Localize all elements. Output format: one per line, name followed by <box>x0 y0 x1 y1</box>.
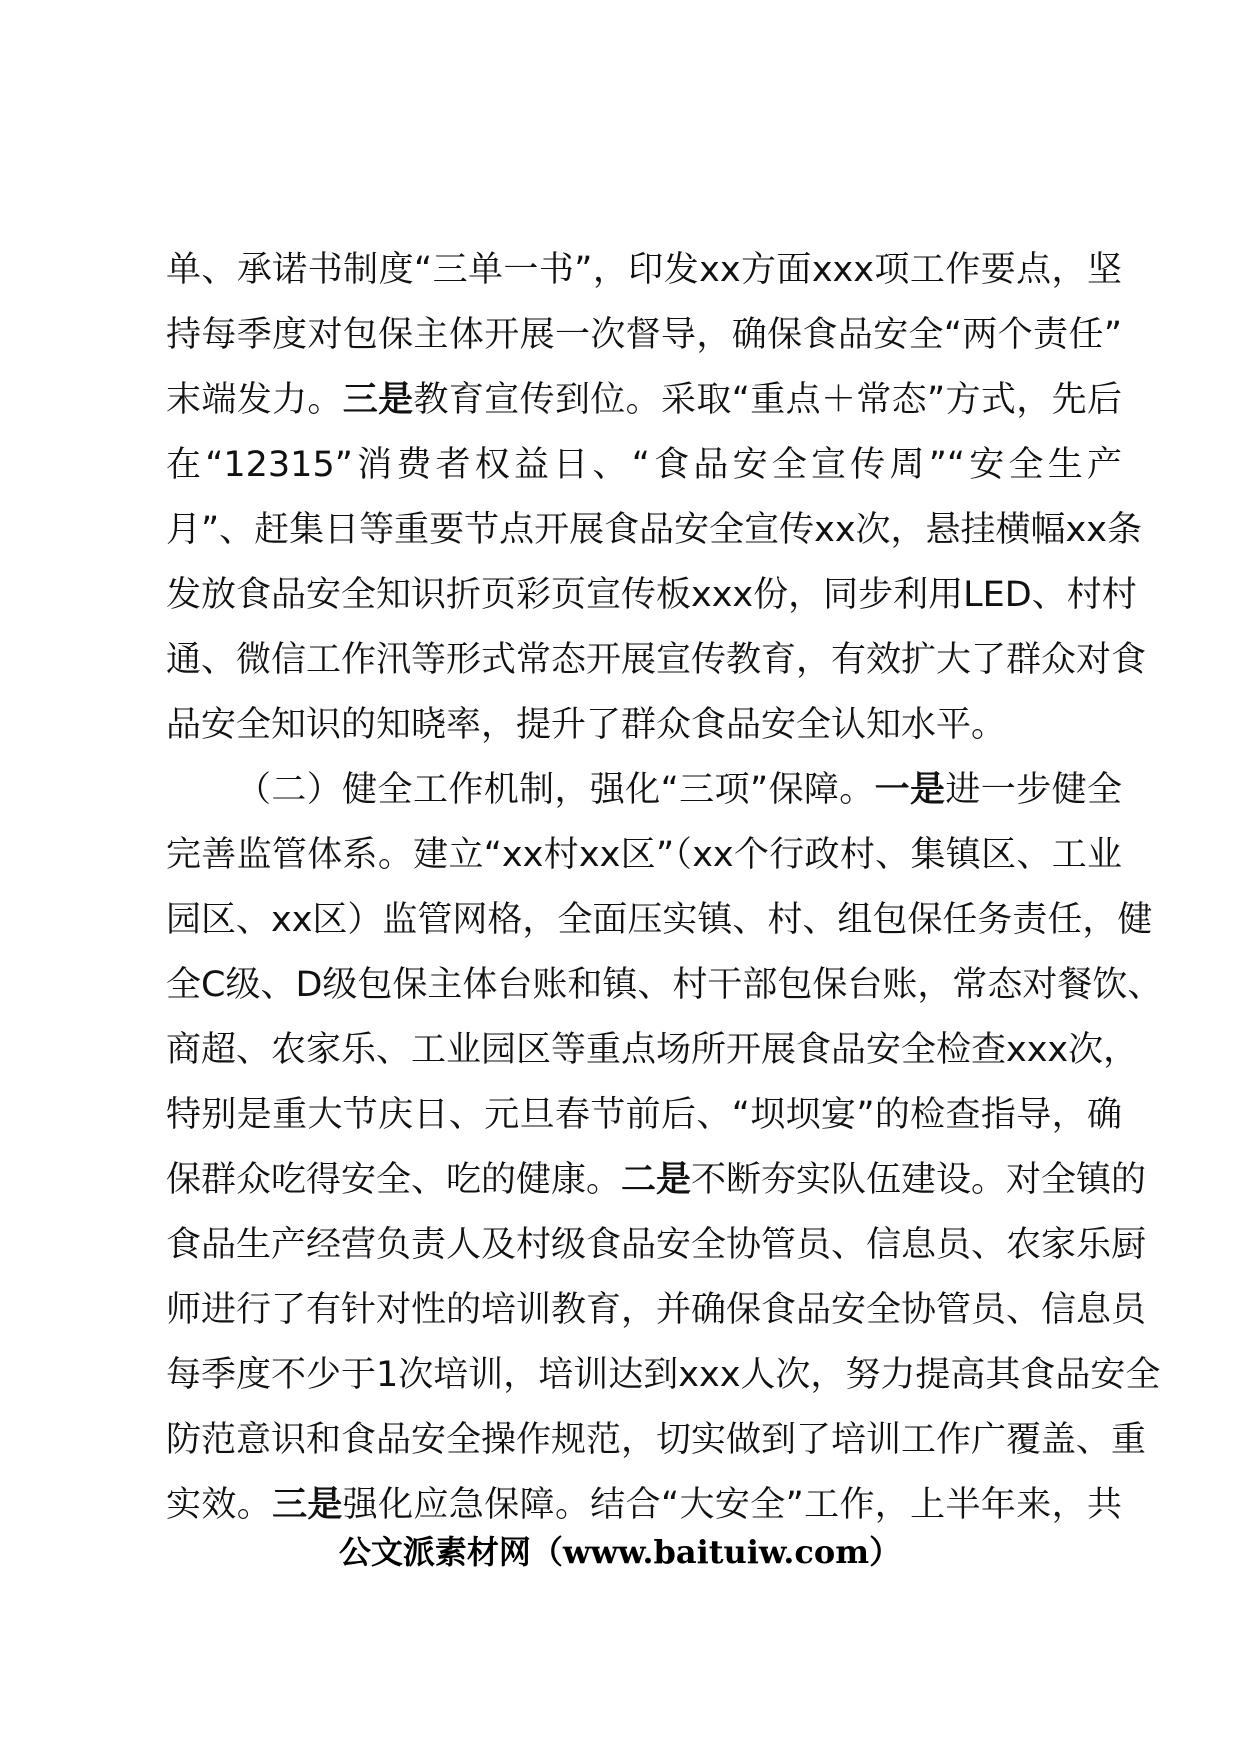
text-run: 全C级、D级包保主体台账和镇、村干部包保台账，常态对餐饮、 <box>166 965 1163 1005</box>
text-line <box>166 563 1137 628</box>
text-run: 品安全知识的知晓率，提升了群众食品安全认知水平。 <box>166 705 1007 745</box>
emphasis-ordinal: 三是 <box>342 380 414 420</box>
text-line <box>166 628 1147 693</box>
text-run: 商超、农家乐、工业园区等重点场所开展食品安全检查xxx次， <box>166 1030 1139 1070</box>
text-run: 园区、xx区）监管网格，全面压实镇、村、组包保任务责任，健 <box>166 900 1153 940</box>
emphasis-ordinal: 一是 <box>874 770 946 810</box>
text-run: 月”、赶集日等重要节点开展食品安全宣传xx次，悬挂横幅xx条 <box>166 510 1142 550</box>
text-run: 每季度不少于1次培训，培训达到xxx人次，努力提高其食品安全 <box>166 1355 1161 1395</box>
text-run: 持每季度对包保主体开展一次督导，确保食品安全“两个责任” <box>166 315 1122 355</box>
text-run: 教育宣传到位。采取“重点＋常态”方式，先后 <box>413 380 1122 420</box>
text-run: 强化应急保障。结合“大安全”工作，上半年来，共 <box>342 1485 1122 1525</box>
text-line <box>166 1213 1147 1278</box>
text-line <box>166 693 1122 758</box>
text-line <box>166 953 1163 1018</box>
body-text <box>166 238 1163 1538</box>
text-line <box>166 888 1153 953</box>
text-line <box>166 823 1122 888</box>
text-run: 发放食品安全知识折页彩页宣传板xxx份，同步利用LED、村村 <box>166 575 1137 615</box>
text-line <box>166 303 1122 368</box>
text-run: 通、微信工作汛等形式常态开展宣传教育，有效扩大了群众对食 <box>166 640 1147 680</box>
text-line <box>166 1278 1147 1343</box>
text-run: 实效。 <box>166 1485 273 1525</box>
emphasis-ordinal: 二是 <box>621 1160 692 1200</box>
text-line <box>166 1343 1161 1408</box>
text-line <box>166 1083 1122 1148</box>
text-run: 师进行了有针对性的培训教育，并确保食品安全协管员、信息员 <box>166 1290 1147 1330</box>
text-line <box>166 1148 1147 1213</box>
text-run: 食品生产经营负责人及村级食品安全协管员、信息员、农家乐厨 <box>166 1225 1147 1265</box>
text-line <box>166 238 1122 303</box>
text-line <box>166 433 1122 498</box>
section-heading: （二）健全工作机制，强化“三项”保障。 <box>236 770 875 810</box>
text-run: 不断夯实队伍建设。对全镇的 <box>691 1160 1147 1200</box>
text-run: 进一步健全 <box>945 770 1122 810</box>
text-run: 单、承诺书制度“三单一书”，印发xx方面xxx项工作要点，坚 <box>166 250 1122 290</box>
emphasis-ordinal: 三是 <box>272 1485 343 1525</box>
text-run: 特别是重大节庆日、元旦春节前后、“坝坝宴”的检查指导，确 <box>166 1095 1122 1135</box>
text-run: 防范意识和食品安全操作规范，切实做到了培训工作广覆盖、重 <box>166 1420 1147 1460</box>
text-run: 完善监管体系。建立“xx村xx区”（xx个行政村、集镇区、工业 <box>166 835 1122 875</box>
text-run: 在“12315”消费者权益日、“食品安全宣传周”“安全生产 <box>166 445 1122 485</box>
text-line <box>166 1018 1139 1083</box>
text-run: 保群众吃得安全、吃的健康。 <box>166 1160 622 1200</box>
section-heading-line <box>166 758 1122 823</box>
text-run: 末端发力。 <box>166 380 343 420</box>
text-line <box>166 1408 1147 1473</box>
text-line <box>166 368 1122 433</box>
text-line <box>166 498 1142 563</box>
page-footer-watermark: 公文派素材网（www.baituiw.com） <box>338 1533 902 1571</box>
